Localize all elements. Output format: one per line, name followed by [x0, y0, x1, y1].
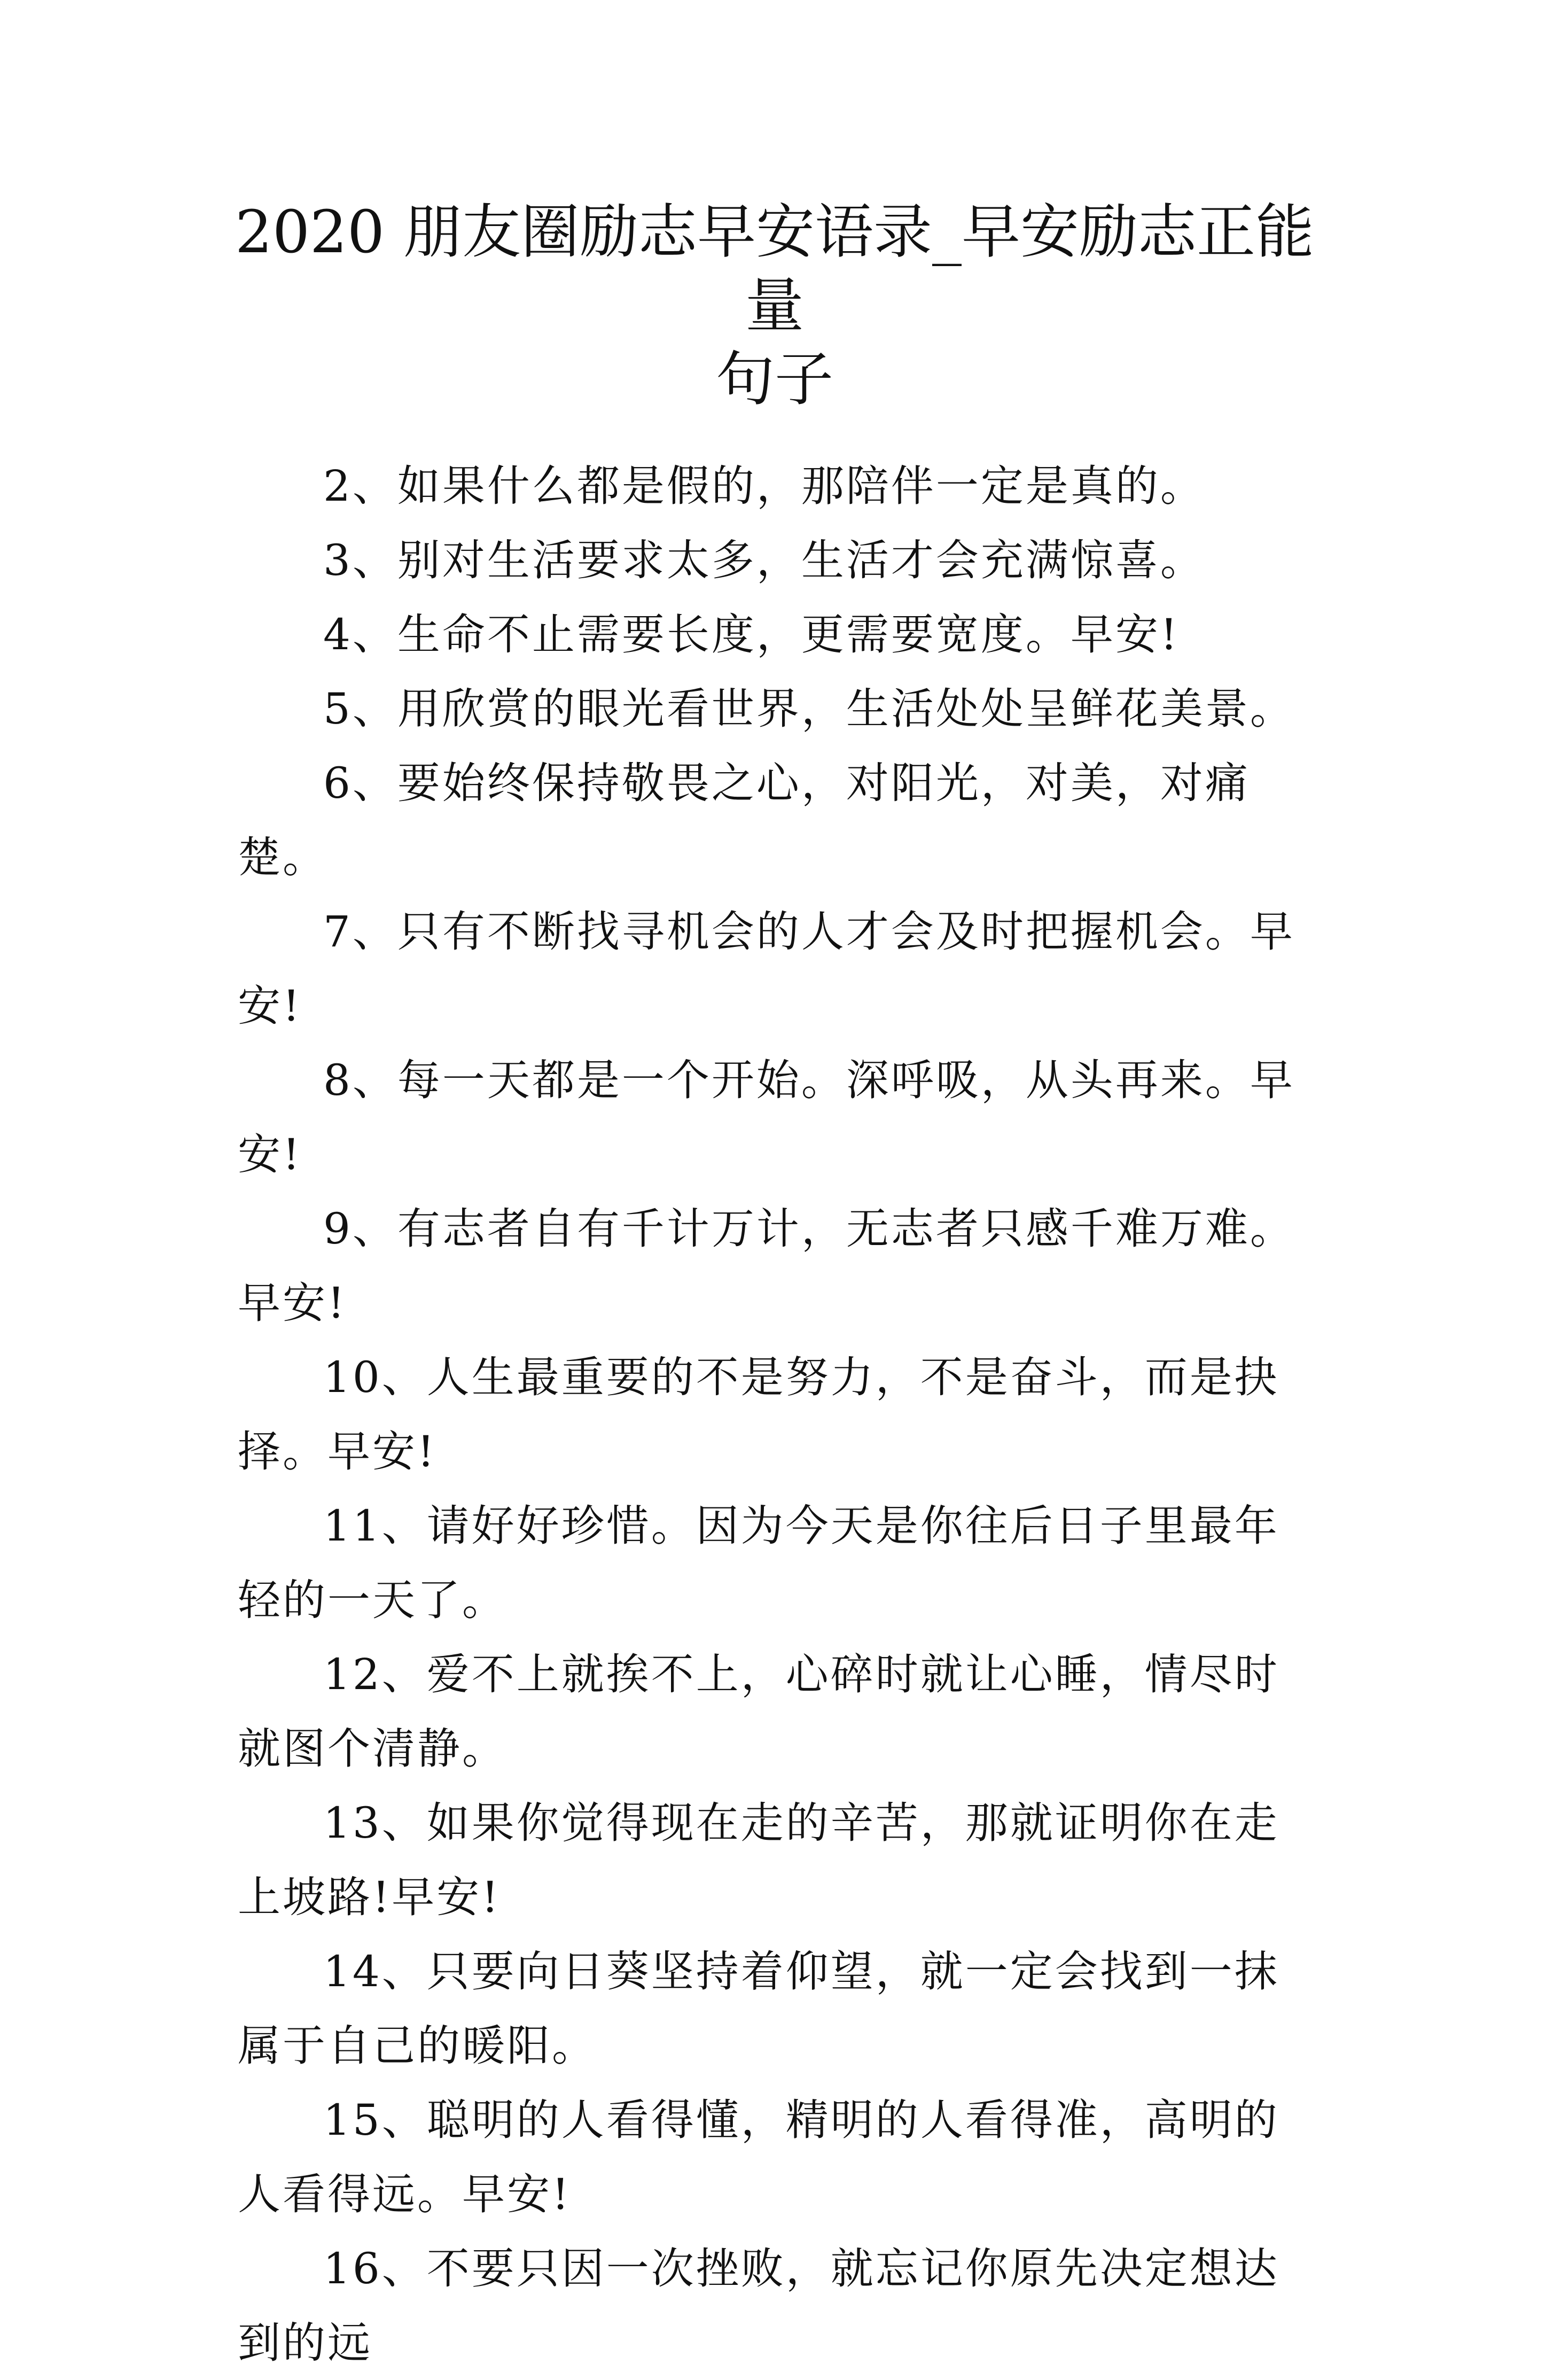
title-line-2: 句子 — [716, 345, 833, 414]
quote-item-4: 4、生命不止需要长度，更需要宽度。早安! — [323, 610, 1180, 659]
quote-item-13: 13、如果你觉得现在走的辛苦，那就证明你在走上坡路!早安! — [238, 1798, 1279, 1922]
quote-item-16: 16、不要只因一次挫败，就忘记你原先决定想达到的远 — [238, 2244, 1279, 2368]
quote-item-14: 14、只要向日葵坚持着仰望，就一定会找到一抹属于自己的暖阳。 — [238, 1947, 1279, 2071]
quote-item-10: 10、人生最重要的不是努力，不是奋斗，而是抉择。早安! — [238, 1352, 1279, 1476]
quote-item-5: 5、用欣赏的眼光看世界，生活处处呈鲜花美景。 — [323, 684, 1295, 734]
quote-item-12: 12、爱不上就挨不上，心碎时就让心睡，情尽时就图个清静。 — [238, 1650, 1279, 1774]
quote-list — [238, 449, 1322, 2380]
quote-item-11: 11、请好好珍惜。因为今天是你往后日子里最年轻的一天了。 — [238, 1501, 1279, 1625]
quote-item-2: 2、如果什么都是假的，那陪伴一定是真的。 — [323, 461, 1205, 511]
title-line-1: 2020 朋友圈励志早安语录_早安励志正能量 — [235, 198, 1314, 340]
quote-item-3: 3、别对生活要求太多，生活才会充满惊喜。 — [323, 535, 1205, 585]
quote-item-8: 8、每一天都是一个开始。深呼吸，从头再来。早安! — [238, 1055, 1295, 1179]
quote-item-7: 7、只有不断找寻机会的人才会及时把握机会。早安! — [238, 907, 1295, 1031]
quote-item-9: 9、有志者自有千计万计，无志者只感千难万难。早安! — [238, 1204, 1295, 1328]
document-title — [230, 195, 1319, 416]
quote-item-15: 15、聪明的人看得懂，精明的人看得准，高明的人看得远。早安! — [238, 2095, 1279, 2219]
quote-item-6: 6、要始终保持敬畏之心，对阳光，对美，对痛楚。 — [238, 758, 1250, 882]
